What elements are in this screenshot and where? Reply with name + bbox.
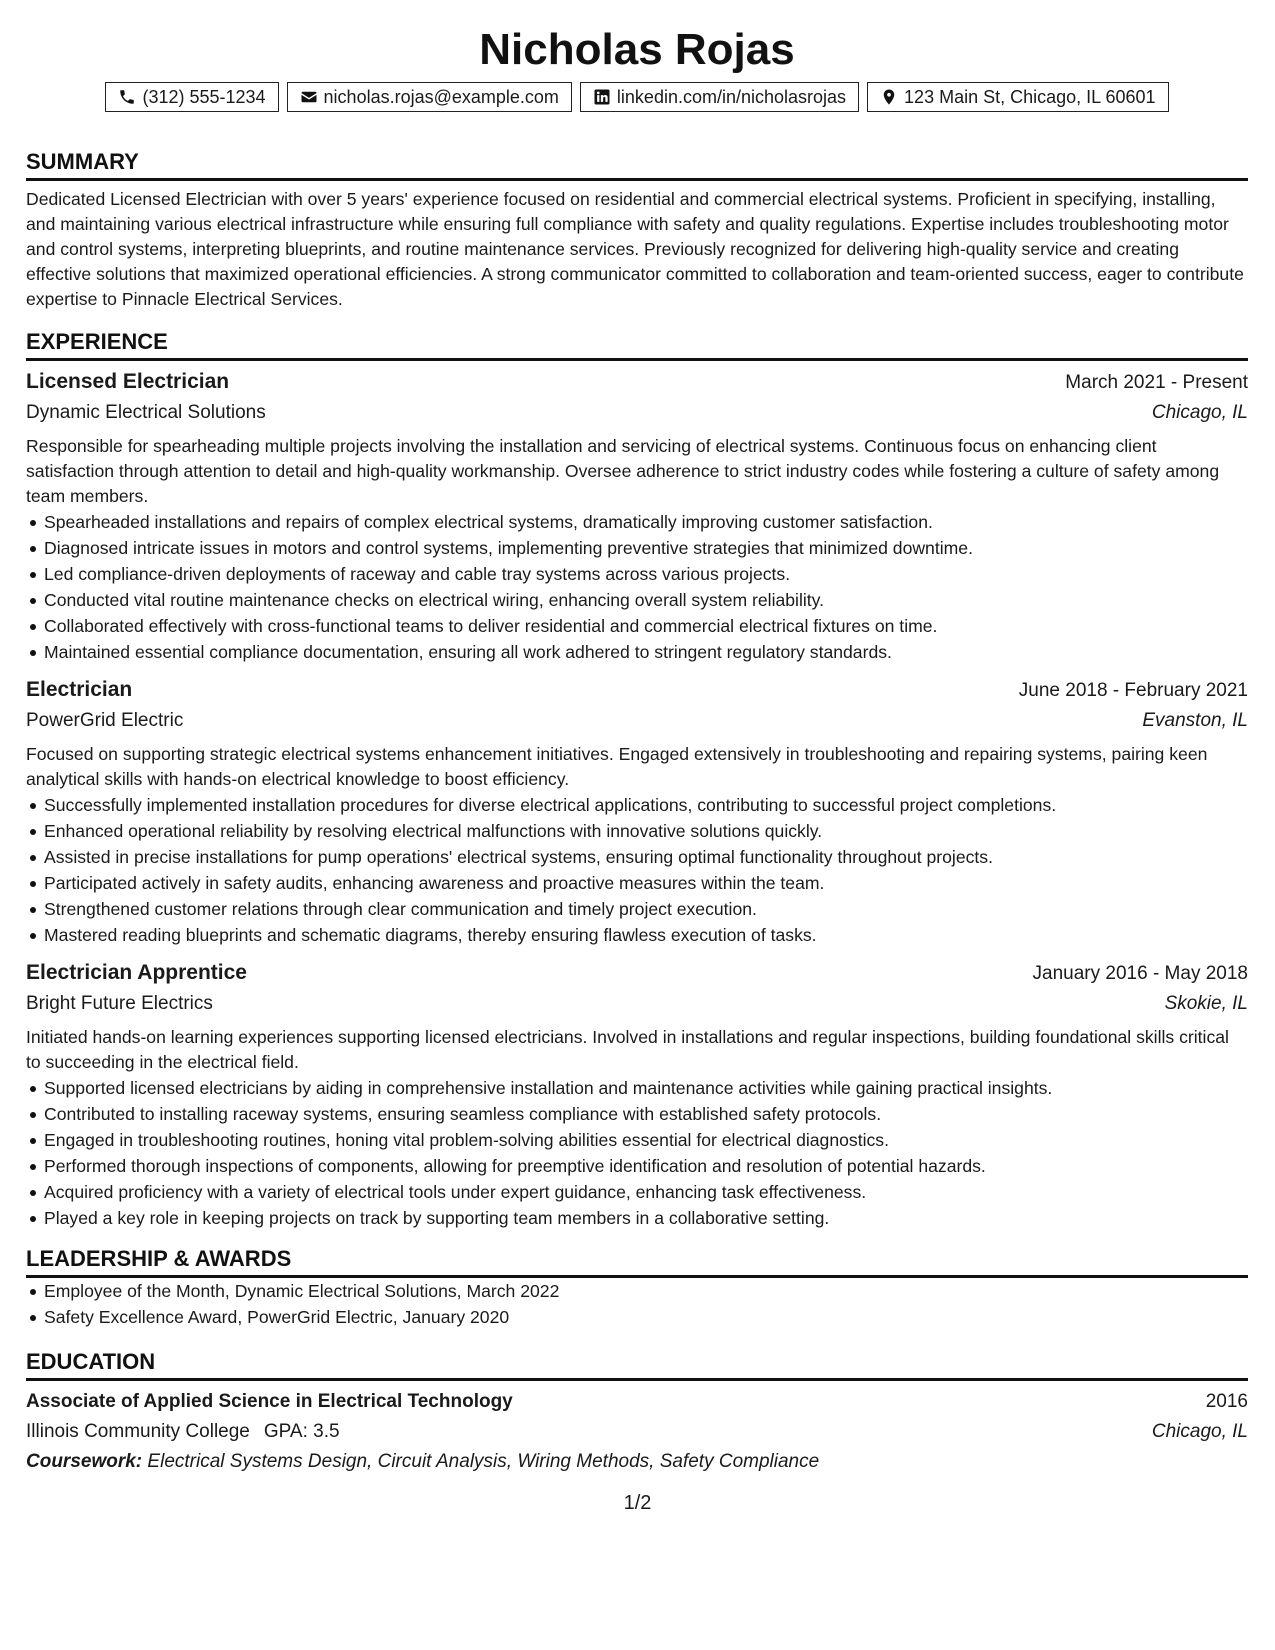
list-item: Mastered reading blueprints and schematic diagrams, thereby ensuring flawless execution of tasks. [26, 922, 1248, 948]
job-company: PowerGrid Electric [26, 710, 184, 731]
linkedin-icon [593, 88, 611, 106]
job-entry [26, 958, 1248, 1231]
list-item: Collaborated effectively with cross-functional teams to deliver residential and commercial electrical fixtures on time. [26, 613, 1248, 639]
education-coursework [26, 1447, 1248, 1477]
list-item: Contributed to installing raceway systems, ensuring seamless compliance with established safety protocols. [26, 1101, 1248, 1127]
list-item: Conducted vital routine maintenance checks on electrical wiring, enhancing overall system reliability. [26, 587, 1248, 613]
contact-address-text: 123 Main St, Chicago, IL 60601 [904, 87, 1156, 107]
summary-section [26, 148, 1248, 312]
job-bullets [26, 1075, 1248, 1231]
contact-phone-text: (312) 555-1234 [142, 87, 266, 107]
list-item: Engaged in troubleshooting routines, honing vital problem-solving abilities essential for electrical diagnostics. [26, 1127, 1248, 1153]
section-title-experience: EXPERIENCE [26, 328, 1248, 361]
job-description: Responsible for spearheading multiple projects involving the installation and servicing of electrical systems. Continuous focus on enhancing client satisfaction through attention to detail and high-quality workmanship. Oversee adherence to strict industry codes while fostering a culture of safety among team members. [26, 436, 1220, 506]
job-description: Focused on supporting strategic electrical systems enhancement initiatives. Engaged extensively in troubleshooting and repairing systems, pairing keen analytical skills with hands-on electrical knowledge to boost efficiency. [26, 744, 1208, 789]
contact-email[interactable] [287, 82, 572, 112]
list-item: Diagnosed intricate issues in motors and control systems, implementing preventive strategies that minimized downtime. [26, 535, 1248, 561]
list-item: Enhanced operational reliability by resolving electrical malfunctions with innovative solutions quickly. [26, 818, 1248, 844]
envelope-icon [300, 88, 318, 106]
experience-section [26, 328, 1248, 1231]
awards-section [26, 1245, 1248, 1330]
list-item: Played a key role in keeping projects on track by supporting team members in a collaborative setting. [26, 1205, 1248, 1231]
list-item: Spearheaded installations and repairs of complex electrical systems, dramatically improving customer satisfaction. [26, 509, 1248, 535]
page-number: 1/2 [623, 1492, 652, 1514]
contact-linkedin[interactable] [580, 82, 859, 112]
contact-bar [26, 82, 1248, 112]
job-dates: March 2021 - Present [1065, 372, 1248, 393]
job-dates: January 2016 - May 2018 [1032, 963, 1248, 984]
job-company: Bright Future Electrics [26, 993, 213, 1014]
job-location: Chicago, IL [1151, 402, 1248, 423]
education-location: Chicago, IL [1151, 1421, 1248, 1442]
list-item: Successfully implemented installation procedures for diverse electrical applications, contributing to successful project completions. [26, 792, 1248, 818]
education-degree: Associate of Applied Science in Electrical Technology [26, 1391, 513, 1412]
list-item: Led compliance-driven deployments of raceway and cable tray systems across various projects. [26, 561, 1248, 587]
job-title: Electrician [26, 678, 133, 701]
job-location: Evanston, IL [1142, 710, 1248, 731]
candidate-name: Nicholas Rojas [479, 25, 795, 74]
job-entry [26, 367, 1248, 665]
job-description: Initiated hands-on learning experiences supporting licensed electricians. Involved in installations and regular inspections, building foundational skills critical to succeeding in the electrical field. [26, 1027, 1229, 1072]
coursework-label: Coursework: [26, 1451, 143, 1472]
contact-phone[interactable] [105, 82, 278, 112]
contact-linkedin-text: linkedin.com/in/nicholasrojas [616, 87, 847, 107]
education-year: 2016 [1205, 1391, 1248, 1412]
awards-list [26, 1278, 1248, 1330]
list-item: Assisted in precise installations for pump operations' electrical systems, ensuring optimal functionality throughout projects. [26, 844, 1248, 870]
list-item: Employee of the Month, Dynamic Electrical Solutions, March 2022 [26, 1278, 1248, 1304]
section-title-summary: SUMMARY [26, 148, 1248, 181]
list-item: Supported licensed electricians by aiding in comprehensive installation and maintenance activities while gaining practical insights. [26, 1075, 1248, 1101]
list-item: Maintained essential compliance documentation, ensuring all work adhered to stringent regulatory standards. [26, 639, 1248, 665]
list-item: Acquired proficiency with a variety of electrical tools under expert guidance, enhancing task effectiveness. [26, 1179, 1248, 1205]
section-title-education: EDUCATION [26, 1348, 1248, 1381]
summary-text: Dedicated Licensed Electrician with over 5 years' experience focused on residential and commercial electrical systems. Proficient in specifying, installing, and maintaining various electrical infrastructure while ensuring full compliance with safety and quality regulations. Expertise includes troubleshooting motor and control systems, interpreting blueprints, and routine maintenance services. Previously recognized for delivering high-quality service and creating effective solutions that maximized operational efficiencies. A strong communicator committed to collaboration and team-oriented success, eager to contribute expertise to Pinnacle Electrical Services. [26, 189, 1244, 309]
resume-page [26, 0, 1248, 1477]
list-item: Participated actively in safety audits, enhancing awareness and proactive measures within the team. [26, 870, 1248, 896]
education-section [26, 1348, 1248, 1477]
job-dates: June 2018 - February 2021 [1018, 680, 1248, 701]
phone-icon [118, 88, 136, 106]
job-title: Electrician Apprentice [26, 961, 247, 984]
contact-address[interactable] [867, 82, 1169, 112]
job-bullets [26, 509, 1248, 665]
contact-email-text: nicholas.rojas@example.com [323, 87, 559, 107]
job-location: Skokie, IL [1164, 993, 1248, 1014]
education-gpa: GPA: 3.5 [263, 1421, 340, 1442]
job-bullets [26, 792, 1248, 948]
job-title: Licensed Electrician [26, 370, 230, 393]
map-pin-icon [880, 88, 898, 106]
section-title-awards: LEADERSHIP & AWARDS [26, 1245, 1248, 1278]
list-item: Performed thorough inspections of components, allowing for preemptive identification and resolution of potential hazards. [26, 1153, 1248, 1179]
job-company: Dynamic Electrical Solutions [26, 402, 266, 423]
list-item: Strengthened customer relations through clear communication and timely project execution. [26, 896, 1248, 922]
coursework-list: Electrical Systems Design, Circuit Analysis, Wiring Methods, Safety Compliance [147, 1451, 820, 1472]
job-entry [26, 675, 1248, 948]
education-school: Illinois Community College [26, 1421, 250, 1442]
list-item: Safety Excellence Award, PowerGrid Electric, January 2020 [26, 1304, 1248, 1330]
